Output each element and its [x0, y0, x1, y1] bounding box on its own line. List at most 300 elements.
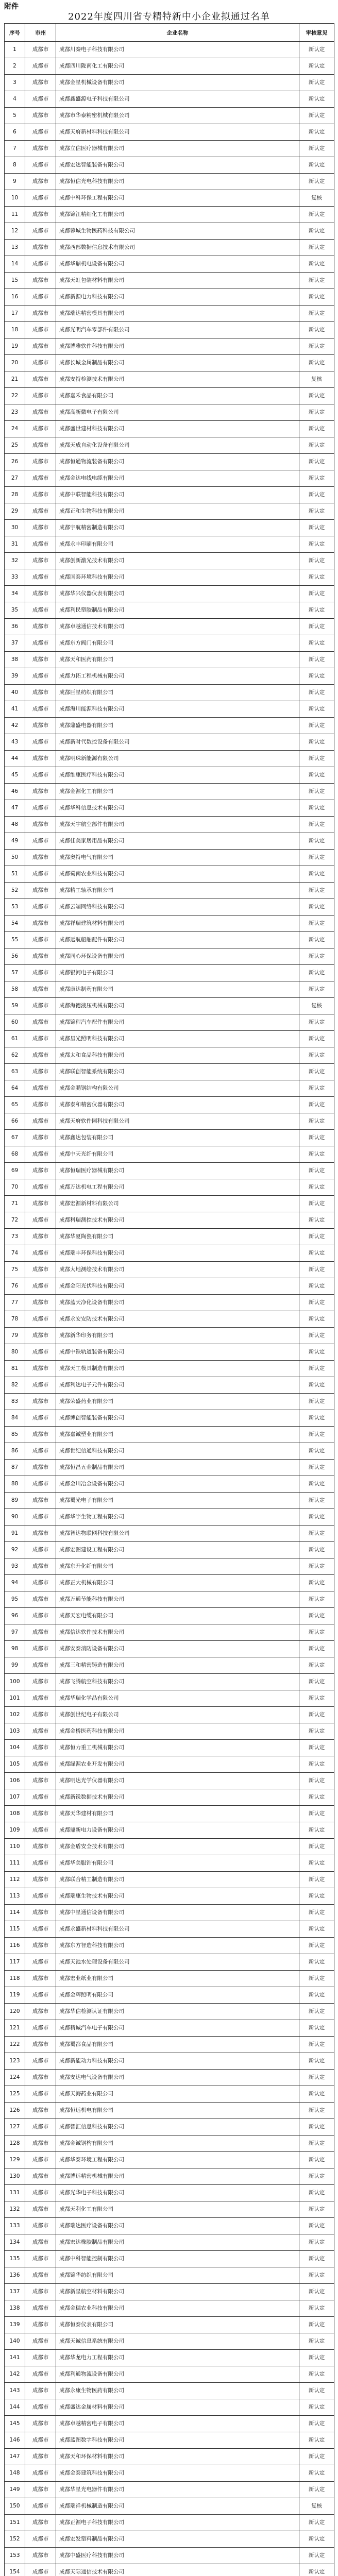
cell-city: 成都市	[25, 817, 56, 833]
cell-seq: 24	[5, 421, 25, 437]
cell-city: 成都市	[25, 1756, 56, 1773]
table-row	[5, 470, 334, 487]
table-row	[5, 1394, 334, 1410]
cell-city: 成都市	[25, 2070, 56, 2086]
cell-status: 新认定	[299, 1295, 334, 1311]
cell-city: 成都市	[25, 1493, 56, 1509]
table-row	[5, 240, 334, 256]
table-row	[5, 1295, 334, 1311]
cell-company: 成都锦华纺织有限公司	[56, 2267, 299, 2284]
cell-city: 成都市	[25, 355, 56, 371]
cell-company: 成都中联智能科技有限公司	[56, 487, 299, 503]
cell-company: 成都国泰环境科技有限公司	[56, 569, 299, 586]
cell-city: 成都市	[25, 850, 56, 866]
cell-seq: 146	[5, 2432, 25, 2449]
cell-city: 成都市	[25, 1146, 56, 1163]
table-row	[5, 2218, 334, 2234]
table-row	[5, 1624, 334, 1641]
cell-status: 新认定	[299, 157, 334, 174]
table-row	[5, 1888, 334, 1905]
cell-city: 成都市	[25, 1394, 56, 1410]
cell-city: 成都市	[25, 2251, 56, 2267]
cell-status: 新认定	[299, 1245, 334, 1262]
table-row	[5, 1707, 334, 1723]
cell-status: 新认定	[299, 1657, 334, 1674]
cell-status: 新认定	[299, 2020, 334, 2037]
cell-city: 成都市	[25, 190, 56, 207]
cell-company: 成都宏发塑料制品有限公司	[56, 2531, 299, 2548]
table-row	[5, 1987, 334, 2004]
table-row	[5, 602, 334, 619]
table-row	[5, 2465, 334, 2482]
cell-seq: 136	[5, 2267, 25, 2284]
cell-seq: 26	[5, 454, 25, 470]
cell-city: 成都市	[25, 2383, 56, 2399]
cell-seq: 123	[5, 2053, 25, 2070]
table-row	[5, 2317, 334, 2333]
cell-company: 成都中盛医疗科技有限公司	[56, 2548, 299, 2564]
table-row	[5, 1591, 334, 1608]
cell-company: 成都银河电子有限公司	[56, 965, 299, 981]
cell-status: 新认定	[299, 2333, 334, 2350]
cell-city: 成都市	[25, 536, 56, 553]
cell-status: 新认定	[299, 1608, 334, 1624]
cell-company: 成都华科信息技术有限公司	[56, 800, 299, 817]
cell-city: 成都市	[25, 2432, 56, 2449]
cell-company: 成都宏达智能装备有限公司	[56, 157, 299, 174]
cell-city: 成都市	[25, 256, 56, 273]
cell-company: 成都宏源新材料有限公司	[56, 1196, 299, 1212]
cell-city: 成都市	[25, 652, 56, 668]
cell-status: 新认定	[299, 1756, 334, 1773]
cell-city: 成都市	[25, 2152, 56, 2168]
table-row	[5, 932, 334, 948]
cell-city: 成都市	[25, 1773, 56, 1789]
table-row	[5, 1196, 334, 1212]
cell-company: 成都鼎盛电器有限公司	[56, 718, 299, 734]
cell-status: 新认定	[299, 1905, 334, 1921]
cell-status: 新认定	[299, 75, 334, 91]
cell-seq: 131	[5, 2185, 25, 2201]
cell-company: 成都金达电线电缆有限公司	[56, 470, 299, 487]
table-row	[5, 1014, 334, 1031]
cell-company: 成都正源电子科技有限公司	[56, 2515, 299, 2531]
table-row	[5, 734, 334, 751]
cell-company: 成都华瑞化学品有限公司	[56, 1690, 299, 1707]
cell-company: 成都创世纪电子有限公司	[56, 1707, 299, 1723]
cell-city: 成都市	[25, 1014, 56, 1031]
cell-city: 成都市	[25, 932, 56, 948]
cell-seq: 66	[5, 1113, 25, 1130]
cell-company: 成都蜀光电子有限公司	[56, 1493, 299, 1509]
cell-city: 成都市	[25, 306, 56, 322]
cell-city: 成都市	[25, 42, 56, 58]
table-row	[5, 1509, 334, 1526]
cell-status: 新认定	[299, 1262, 334, 1278]
cell-city: 成都市	[25, 998, 56, 1014]
cell-company: 成都市华泰精密机械有限公司	[56, 108, 299, 124]
cell-seq: 47	[5, 800, 25, 817]
cell-seq: 137	[5, 2284, 25, 2300]
cell-seq: 3	[5, 75, 25, 91]
cell-company: 成都鑫盛源电子科技有限公司	[56, 91, 299, 108]
table-row	[5, 371, 334, 388]
table-row	[5, 2531, 334, 2548]
cell-status: 新认定	[299, 2053, 334, 2070]
cell-status: 新认定	[299, 1921, 334, 1938]
cell-seq: 62	[5, 1047, 25, 1064]
cell-status: 新认定	[299, 322, 334, 338]
table-row	[5, 2333, 334, 2350]
cell-company: 成都华星光电器件有限公司	[56, 2482, 299, 2498]
cell-status: 新认定	[299, 2317, 334, 2333]
cell-seq: 29	[5, 503, 25, 520]
table-row	[5, 2168, 334, 2185]
cell-seq: 147	[5, 2449, 25, 2465]
cell-company: 成都金辉照明有限公司	[56, 1987, 299, 2004]
table-row	[5, 2185, 334, 2201]
cell-seq: 2	[5, 58, 25, 75]
cell-city: 成都市	[25, 800, 56, 817]
cell-city: 成都市	[25, 503, 56, 520]
cell-status: 新认定	[299, 899, 334, 916]
cell-company: 成都金川冶金设备有限公司	[56, 1476, 299, 1493]
cell-company: 成都新星航空材料有限公司	[56, 2284, 299, 2300]
cell-status: 新认定	[299, 1427, 334, 1443]
cell-seq: 117	[5, 1954, 25, 1971]
cell-status: 新认定	[299, 58, 334, 75]
table-row	[5, 2053, 334, 2070]
table-row	[5, 1641, 334, 1657]
cell-company: 成都中天光纤有限公司	[56, 1146, 299, 1163]
table-row	[5, 2037, 334, 2053]
cell-status: 新认定	[299, 2548, 334, 2564]
cell-company: 成都光华电子科技有限公司	[56, 2185, 299, 2201]
cell-seq: 41	[5, 701, 25, 718]
cell-city: 成都市	[25, 1839, 56, 1855]
cell-company: 成都明达光学仪器有限公司	[56, 1773, 299, 1789]
cell-city: 成都市	[25, 1789, 56, 1806]
cell-company: 成都恒远机电有限公司	[56, 2103, 299, 2119]
table-row	[5, 866, 334, 883]
cell-status: 新认定	[299, 668, 334, 685]
cell-city: 成都市	[25, 2020, 56, 2037]
cell-seq: 65	[5, 1097, 25, 1113]
cell-seq: 119	[5, 1987, 25, 2004]
cell-company: 成都泰和精密仪器有限公司	[56, 1097, 299, 1113]
cell-seq: 37	[5, 635, 25, 652]
table-row	[5, 1130, 334, 1146]
header-company: 企业名称	[56, 24, 299, 42]
cell-status: 新认定	[299, 1789, 334, 1806]
cell-company: 成都卓越精密电子有限公司	[56, 2416, 299, 2432]
cell-company: 成都宏业纸业有限公司	[56, 1971, 299, 1987]
cell-status: 新认定	[299, 421, 334, 437]
cell-company: 成都新华印务有限公司	[56, 1328, 299, 1344]
cell-city: 成都市	[25, 1410, 56, 1427]
cell-seq: 135	[5, 2251, 25, 2267]
table-row	[5, 1278, 334, 1295]
cell-seq: 82	[5, 1377, 25, 1394]
cell-status: 新认定	[299, 174, 334, 190]
cell-city: 成都市	[25, 1460, 56, 1476]
cell-seq: 23	[5, 404, 25, 421]
cell-city: 成都市	[25, 1064, 56, 1080]
cell-city: 成都市	[25, 1113, 56, 1130]
cell-seq: 94	[5, 1575, 25, 1591]
cell-status: 新认定	[299, 520, 334, 536]
cell-company: 成都中科智能控制有限公司	[56, 2251, 299, 2267]
cell-seq: 57	[5, 965, 25, 981]
cell-seq: 71	[5, 1196, 25, 1212]
table-row	[5, 1410, 334, 1427]
cell-company: 成都维康医疗科技有限公司	[56, 767, 299, 784]
table-row	[5, 454, 334, 470]
cell-status: 新认定	[299, 1113, 334, 1130]
cell-company: 成都蜀南农业科技有限公司	[56, 866, 299, 883]
table-row	[5, 899, 334, 916]
cell-city: 成都市	[25, 981, 56, 998]
table-row	[5, 1756, 334, 1773]
cell-seq: 25	[5, 437, 25, 454]
cell-status: 新认定	[299, 2070, 334, 2086]
cell-status: 新认定	[299, 1690, 334, 1707]
cell-city: 成都市	[25, 1278, 56, 1295]
cell-status: 新认定	[299, 223, 334, 240]
cell-city: 成都市	[25, 1624, 56, 1641]
cell-city: 成都市	[25, 751, 56, 767]
cell-city: 成都市	[25, 1427, 56, 1443]
table-row	[5, 1344, 334, 1361]
table-row	[5, 520, 334, 536]
cell-seq: 108	[5, 1806, 25, 1822]
table-row	[5, 58, 334, 75]
table-row	[5, 1789, 334, 1806]
cell-company: 成都恒信光电科技有限公司	[56, 174, 299, 190]
cell-company: 成都云端网络科技有限公司	[56, 899, 299, 916]
header-seq: 序号	[5, 24, 25, 42]
cell-status: 新认定	[299, 2449, 334, 2465]
cell-seq: 59	[5, 998, 25, 1014]
table-row	[5, 2416, 334, 2432]
cell-seq: 10	[5, 190, 25, 207]
table-row	[5, 1443, 334, 1460]
cell-company: 成都金穗农业科技有限公司	[56, 2300, 299, 2317]
cell-company: 成都巨星纺织有限公司	[56, 685, 299, 701]
table-row	[5, 1608, 334, 1624]
cell-company: 成都华龙电力工程有限公司	[56, 2350, 299, 2366]
table-row	[5, 404, 334, 421]
cell-city: 成都市	[25, 289, 56, 306]
table-row	[5, 2267, 334, 2284]
cell-company: 成都联合精工制造有限公司	[56, 1872, 299, 1888]
cell-city: 成都市	[25, 1080, 56, 1097]
cell-company: 成都宏达橡胶制品有限公司	[56, 2234, 299, 2251]
cell-company: 成都卓越通信技术有限公司	[56, 619, 299, 635]
cell-status: 新认定	[299, 42, 334, 58]
table-row	[5, 487, 334, 503]
cell-city: 成都市	[25, 223, 56, 240]
cell-company: 成都正和生物科技有限公司	[56, 503, 299, 520]
cell-seq: 95	[5, 1591, 25, 1608]
cell-city: 成都市	[25, 586, 56, 602]
cell-city: 成都市	[25, 1262, 56, 1278]
cell-status: 复核	[299, 998, 334, 1014]
table-row	[5, 2136, 334, 2152]
table-row	[5, 850, 334, 866]
table-row	[5, 2284, 334, 2300]
cell-status: 新认定	[299, 1674, 334, 1690]
table-row	[5, 553, 334, 569]
cell-seq: 6	[5, 124, 25, 141]
cell-city: 成都市	[25, 240, 56, 256]
cell-status: 新认定	[299, 2185, 334, 2201]
cell-city: 成都市	[25, 2086, 56, 2103]
cell-seq: 91	[5, 1526, 25, 1542]
cell-city: 成都市	[25, 1328, 56, 1344]
cell-city: 成都市	[25, 1641, 56, 1657]
cell-company: 成都盛世建材科技有限公司	[56, 421, 299, 437]
cell-status: 新认定	[299, 1740, 334, 1756]
cell-status: 新认定	[299, 2086, 334, 2103]
cell-city: 成都市	[25, 1311, 56, 1328]
cell-company: 成都瑞祥机械制造有限公司	[56, 2498, 299, 2515]
table-row	[5, 2432, 334, 2449]
cell-seq: 144	[5, 2399, 25, 2416]
cell-seq: 11	[5, 207, 25, 223]
cell-seq: 83	[5, 1394, 25, 1410]
cell-company: 成都明珠新能源有限公司	[56, 751, 299, 767]
cell-status: 新认定	[299, 1031, 334, 1047]
cell-status: 新认定	[299, 1938, 334, 1954]
cell-company: 成都博雅软件科技有限公司	[56, 338, 299, 355]
cell-status: 新认定	[299, 207, 334, 223]
cell-city: 成都市	[25, 1987, 56, 2004]
cell-status: 新认定	[299, 1361, 334, 1377]
cell-seq: 140	[5, 2333, 25, 2350]
cell-company: 成都中铁轨道装备有限公司	[56, 1344, 299, 1361]
cell-seq: 31	[5, 536, 25, 553]
cell-seq: 61	[5, 1031, 25, 1047]
cell-seq: 111	[5, 1855, 25, 1872]
cell-city: 成都市	[25, 2004, 56, 2020]
cell-city: 成都市	[25, 2168, 56, 2185]
table-row	[5, 2201, 334, 2218]
cell-status: 新认定	[299, 1822, 334, 1839]
cell-seq: 79	[5, 1328, 25, 1344]
cell-status: 新认定	[299, 124, 334, 141]
cell-seq: 115	[5, 1921, 25, 1938]
cell-company: 成都新锐数据技术有限公司	[56, 1789, 299, 1806]
table-row	[5, 141, 334, 157]
cell-seq: 121	[5, 2020, 25, 2037]
cell-status: 新认定	[299, 767, 334, 784]
cell-status: 新认定	[299, 833, 334, 850]
cell-seq: 98	[5, 1641, 25, 1657]
cell-seq: 7	[5, 141, 25, 157]
table-row	[5, 2086, 334, 2103]
cell-status: 新认定	[299, 487, 334, 503]
cell-status: 新认定	[299, 2201, 334, 2218]
cell-status: 新认定	[299, 2564, 334, 2576]
table-row	[5, 2004, 334, 2020]
table-row	[5, 2251, 334, 2267]
table-row	[5, 1460, 334, 1476]
cell-city: 成都市	[25, 899, 56, 916]
cell-status: 新认定	[299, 948, 334, 965]
cell-status: 新认定	[299, 1971, 334, 1987]
cell-company: 成都光明汽车零部件有限公司	[56, 322, 299, 338]
cell-city: 成都市	[25, 1245, 56, 1262]
cell-status: 新认定	[299, 718, 334, 734]
table-row	[5, 421, 334, 437]
table-row	[5, 1097, 334, 1113]
cell-seq: 148	[5, 2465, 25, 2482]
cell-seq: 33	[5, 569, 25, 586]
cell-city: 成都市	[25, 2201, 56, 2218]
table-row	[5, 1723, 334, 1740]
cell-status: 新认定	[299, 1855, 334, 1872]
table-row	[5, 2548, 334, 2564]
cell-city: 成都市	[25, 1031, 56, 1047]
document-title: 2022年度四川省专精特新中小企业拟通过名单	[68, 11, 270, 22]
cell-seq: 130	[5, 2168, 25, 2185]
cell-seq: 129	[5, 2152, 25, 2168]
cell-company: 成都瑞康生物技术有限公司	[56, 1888, 299, 1905]
cell-city: 成都市	[25, 2037, 56, 2053]
cell-company: 成都四川陇南化工有限公司	[56, 58, 299, 75]
table-row	[5, 767, 334, 784]
table-row	[5, 2234, 334, 2251]
table-row	[5, 1163, 334, 1179]
cell-seq: 45	[5, 767, 25, 784]
cell-company: 成都锦江精细化工有限公司	[56, 207, 299, 223]
cell-city: 成都市	[25, 1575, 56, 1591]
cell-seq: 72	[5, 1212, 25, 1229]
cell-seq: 145	[5, 2416, 25, 2432]
cell-company: 成都永安安防技术有限公司	[56, 1311, 299, 1328]
cell-seq: 38	[5, 652, 25, 668]
cell-company: 成都佳美家居用品有限公司	[56, 833, 299, 850]
table-row	[5, 1262, 334, 1278]
cell-status: 新认定	[299, 817, 334, 833]
cell-status: 新认定	[299, 1806, 334, 1822]
table-row	[5, 1146, 334, 1163]
cell-company: 成都飞腾航空科技有限公司	[56, 1674, 299, 1690]
table-row	[5, 157, 334, 174]
cell-company: 成都华兴仪器仪表有限公司	[56, 586, 299, 602]
cell-company: 成都安达电气设备有限公司	[56, 2070, 299, 2086]
cell-city: 成都市	[25, 2234, 56, 2251]
table-row	[5, 2564, 334, 2576]
cell-company: 成都万达机电工程有限公司	[56, 1179, 299, 1196]
cell-seq: 63	[5, 1064, 25, 1080]
cell-company: 成都永盛新材料科技有限公司	[56, 1921, 299, 1938]
cell-status: 新认定	[299, 2136, 334, 2152]
table-row	[5, 965, 334, 981]
cell-seq: 139	[5, 2317, 25, 2333]
cell-status: 新认定	[299, 1575, 334, 1591]
cell-seq: 42	[5, 718, 25, 734]
cell-company: 成都华信检测认证有限公司	[56, 2004, 299, 2020]
cell-status: 新认定	[299, 256, 334, 273]
table-row	[5, 322, 334, 338]
cell-status: 新认定	[299, 635, 334, 652]
cell-company: 成都安特检测技术有限公司	[56, 371, 299, 388]
table-header	[5, 24, 334, 42]
cell-seq: 78	[5, 1311, 25, 1328]
cell-city: 成都市	[25, 1212, 56, 1229]
